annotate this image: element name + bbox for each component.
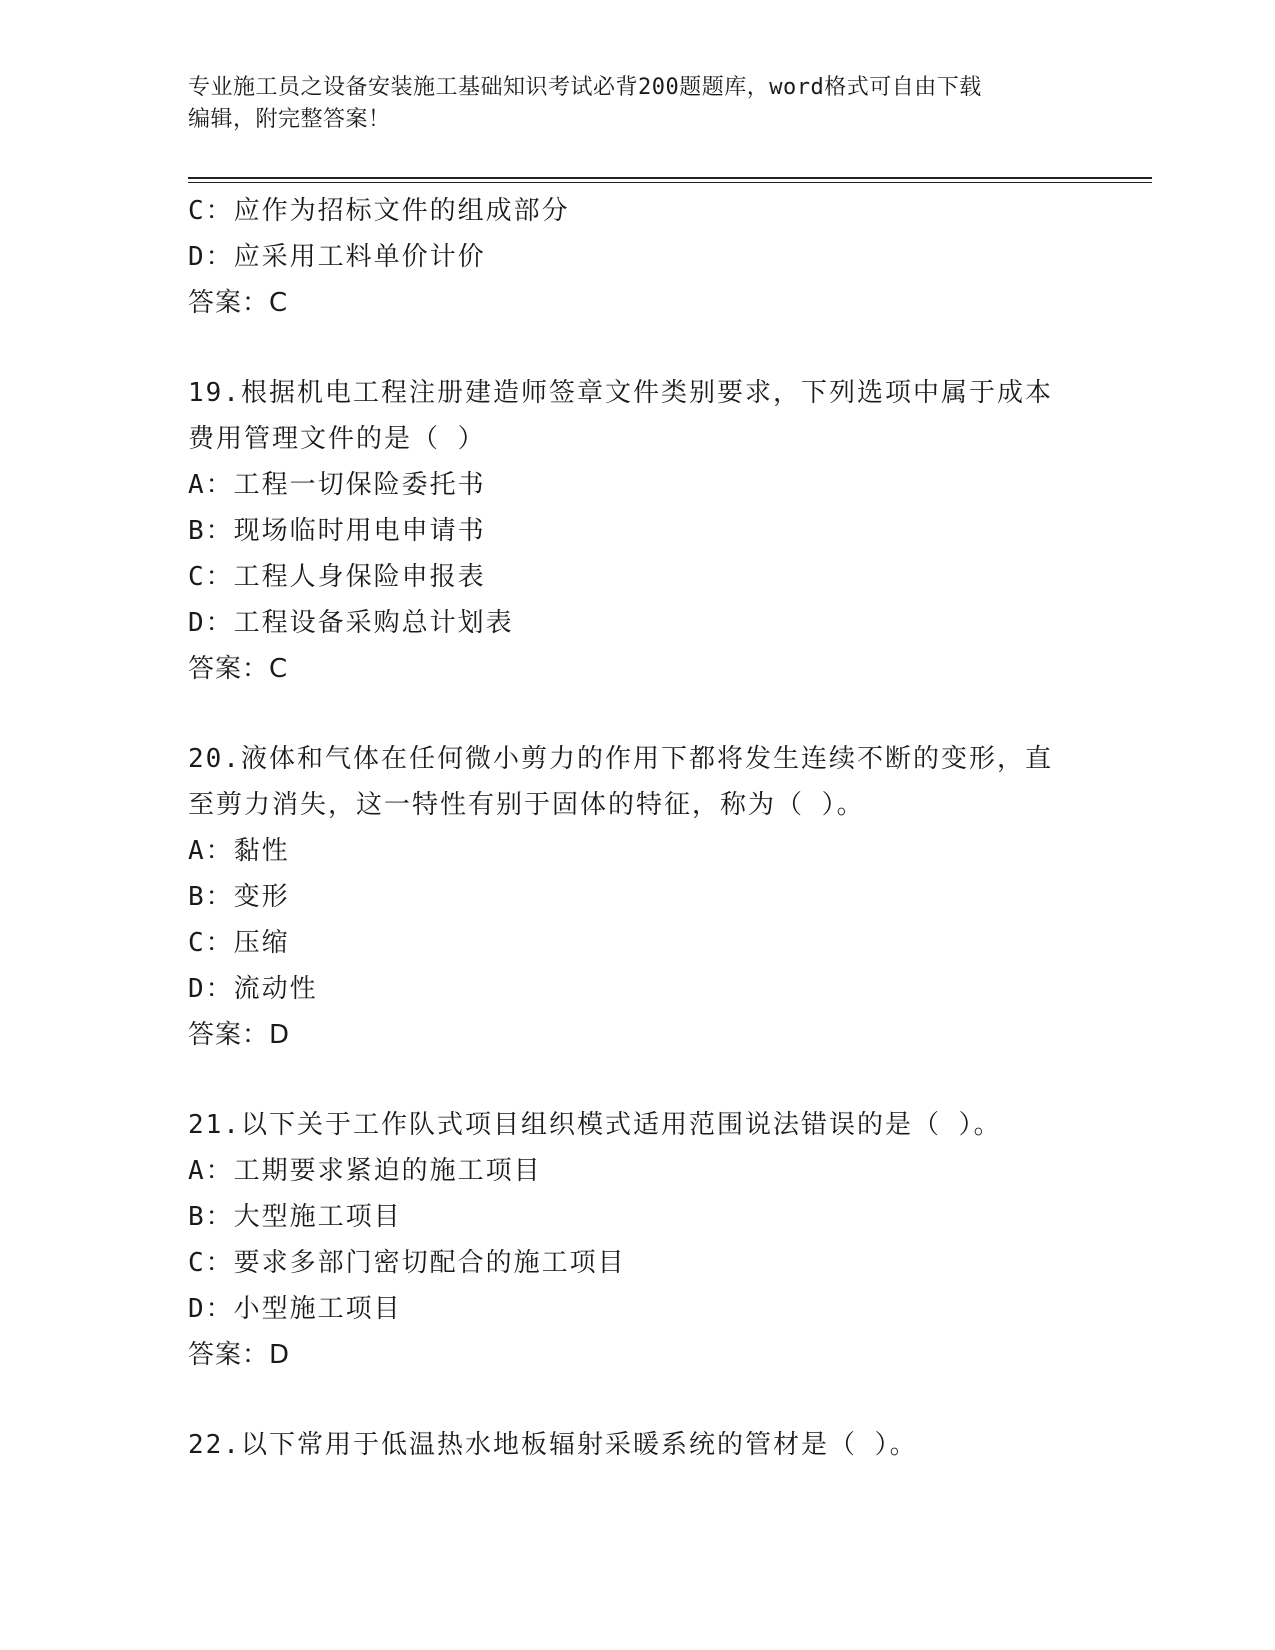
header-title-line-2: 编辑，附完整答案！ <box>188 107 391 132</box>
question-18-tail <box>188 188 1108 326</box>
question-stem-line-2: 至剪力消失，这一特性有别于固体的特征，称为（ ）。 <box>188 790 865 820</box>
answer: 答案：C <box>188 654 289 684</box>
question-21 <box>188 1102 1108 1378</box>
header-divider-thin <box>188 182 1152 183</box>
question-stem: 21.以下关于工作队式项目组织模式适用范围说法错误的是（ ）。 <box>188 1110 1002 1140</box>
answer: 答案：D <box>188 1340 291 1370</box>
question-stem-line-1: 20.液体和气体在任何微小剪力的作用下都将发生连续不断的变形，直 <box>188 744 1053 774</box>
question-20 <box>188 736 1108 1058</box>
option-d: D：小型施工项目 <box>188 1294 402 1324</box>
option-a: A：工程一切保险委托书 <box>188 470 486 500</box>
document-header <box>188 72 1088 136</box>
option-a: A：工期要求紧迫的施工项目 <box>188 1156 542 1186</box>
option-c: C：应作为招标文件的组成部分 <box>188 196 570 226</box>
spacer <box>188 1378 1108 1422</box>
answer: 答案：D <box>188 1020 291 1050</box>
option-a: A：黏性 <box>188 836 290 866</box>
option-c: C：工程人身保险申报表 <box>188 562 486 592</box>
spacer <box>188 1058 1108 1102</box>
question-stem <box>188 370 1108 462</box>
question-22 <box>188 1422 1108 1468</box>
question-stem <box>188 736 1108 828</box>
option-b: B：变形 <box>188 882 290 912</box>
question-stem: 22.以下常用于低温热水地板辐射采暖系统的管材是（ ）。 <box>188 1430 918 1460</box>
option-b: B：大型施工项目 <box>188 1202 402 1232</box>
question-list <box>188 188 1108 1468</box>
answer: 答案：C <box>188 288 289 318</box>
option-d: D：工程设备采购总计划表 <box>188 608 514 638</box>
option-c: C：压缩 <box>188 928 290 958</box>
option-b: B：现场临时用电申请书 <box>188 516 486 546</box>
spacer <box>188 692 1108 736</box>
header-title-line-1: 专业施工员之设备安装施工基础知识考试必背200题题库，word格式可自由下载 <box>188 75 982 100</box>
question-stem-line-2: 费用管理文件的是（ ） <box>188 424 486 454</box>
option-d: D：应采用工料单价计价 <box>188 242 486 272</box>
question-stem-line-1: 19.根据机电工程注册建造师签章文件类别要求，下列选项中属于成本 <box>188 378 1053 408</box>
spacer <box>188 326 1108 370</box>
header-divider-thick <box>188 177 1152 179</box>
option-d: D：流动性 <box>188 974 318 1004</box>
question-19 <box>188 370 1108 692</box>
option-c: C：要求多部门密切配合的施工项目 <box>188 1248 626 1278</box>
